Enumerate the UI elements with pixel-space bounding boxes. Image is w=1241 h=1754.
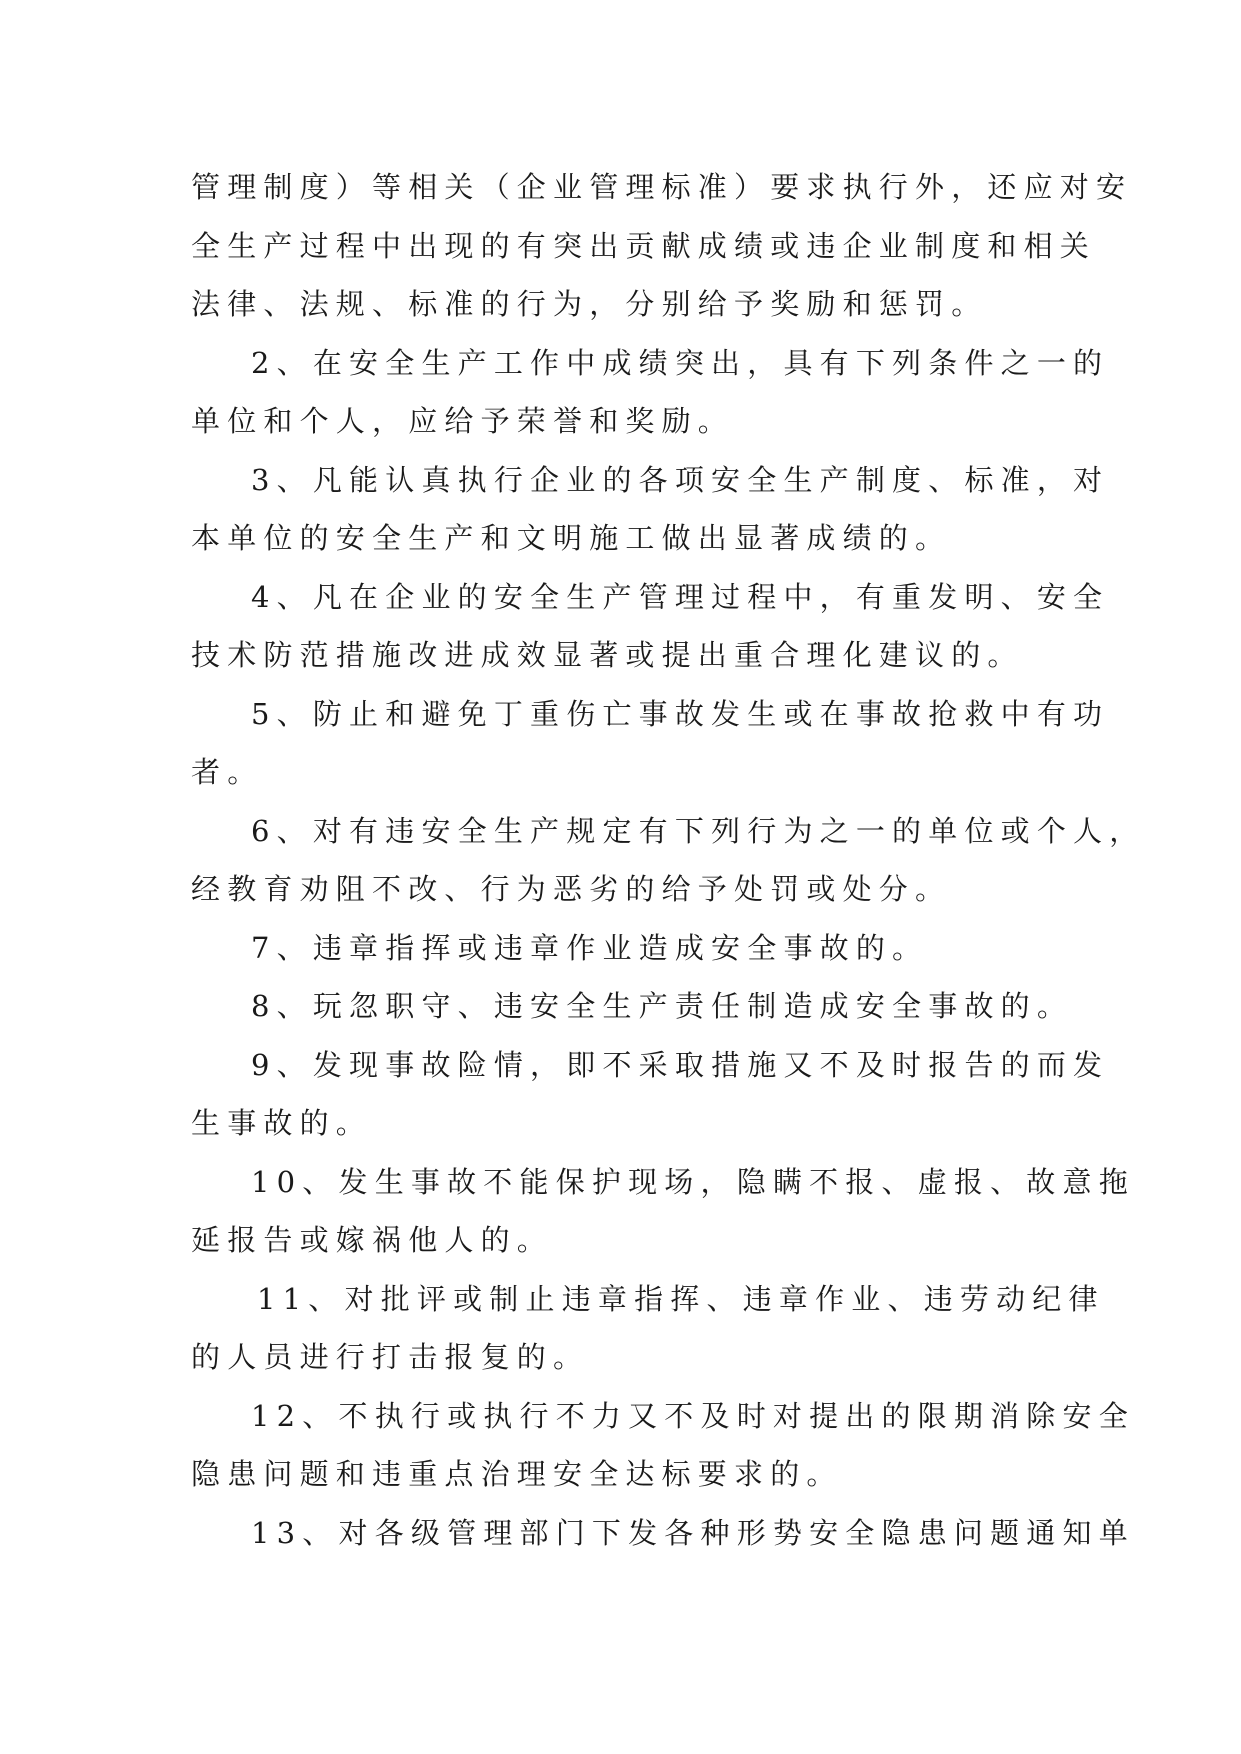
paragraph-item-5: 5、防止和避免丁重伤亡事故发生或在事故抢救中有功: [251, 696, 1110, 731]
paragraph-item-6: 6、对有违安全生产规定有下列行为之一的单位或个人，: [251, 813, 1146, 848]
text-line: 法律、法规、标准的行为，分别给予奖励和惩罚。: [191, 287, 988, 321]
text-line: 技术防范措施改进成效显著或提出重合理化建议的。: [191, 638, 1024, 672]
paragraph-item-8: 8、玩忽职守、违安全生产责任制造成安全事故的。: [251, 989, 1074, 1023]
paragraph-item-4: 4、凡在企业的安全生产管理过程中，有重发明、安全: [251, 579, 1110, 614]
text-line: 者。: [191, 755, 264, 789]
text-line: 隐患问题和违重点治理安全达标要求的。: [191, 1457, 843, 1491]
text-line: 本单位的安全生产和文明施工做出显著成绩的。: [191, 521, 952, 555]
text-line: 生事故的。: [191, 1106, 373, 1140]
paragraph-item-3: 3、凡能认真执行企业的各项安全生产制度、标准，对: [251, 462, 1110, 497]
paragraph-item-10: 10、发生事故不能保护现场，隐瞒不报、虚报、故意拖: [251, 1164, 1135, 1199]
paragraph-item-11: 11、对批评或制止违章指挥、违章作业、违劳动纪律: [257, 1281, 1105, 1316]
paragraph-item-7: 7、违章指挥或违章作业造成安全事故的。: [251, 930, 929, 965]
text-line: 全生产过程中出现的有突出贡献成绩或违企业制度和相关: [191, 228, 1097, 263]
paragraph-item-13: 13、对各级管理部门下发各种形势安全隐患问题通知单: [251, 1515, 1135, 1550]
text-line: 单位和个人，应给予荣誉和奖励。: [191, 404, 735, 438]
text-line: 延报告或嫁祸他人的。: [191, 1223, 554, 1257]
paragraph-item-12: 12、不执行或执行不力又不及时对提出的限期消除安全: [251, 1398, 1135, 1433]
text-line: 经教育劝阻不改、行为恶劣的给予处罚或处分。: [191, 872, 952, 906]
text-line: 的人员进行打击报复的。: [191, 1340, 590, 1374]
paragraph-item-9: 9、发现事故险情，即不采取措施又不及时报告的而发: [251, 1047, 1110, 1082]
document-body: [191, 158, 1146, 1562]
text-line: 管理制度）等相关（企业管理标准）要求执行外，还应对安: [191, 170, 1133, 204]
paragraph-item-2: 2、在安全生产工作中成绩突出，具有下列条件之一的: [251, 345, 1110, 380]
